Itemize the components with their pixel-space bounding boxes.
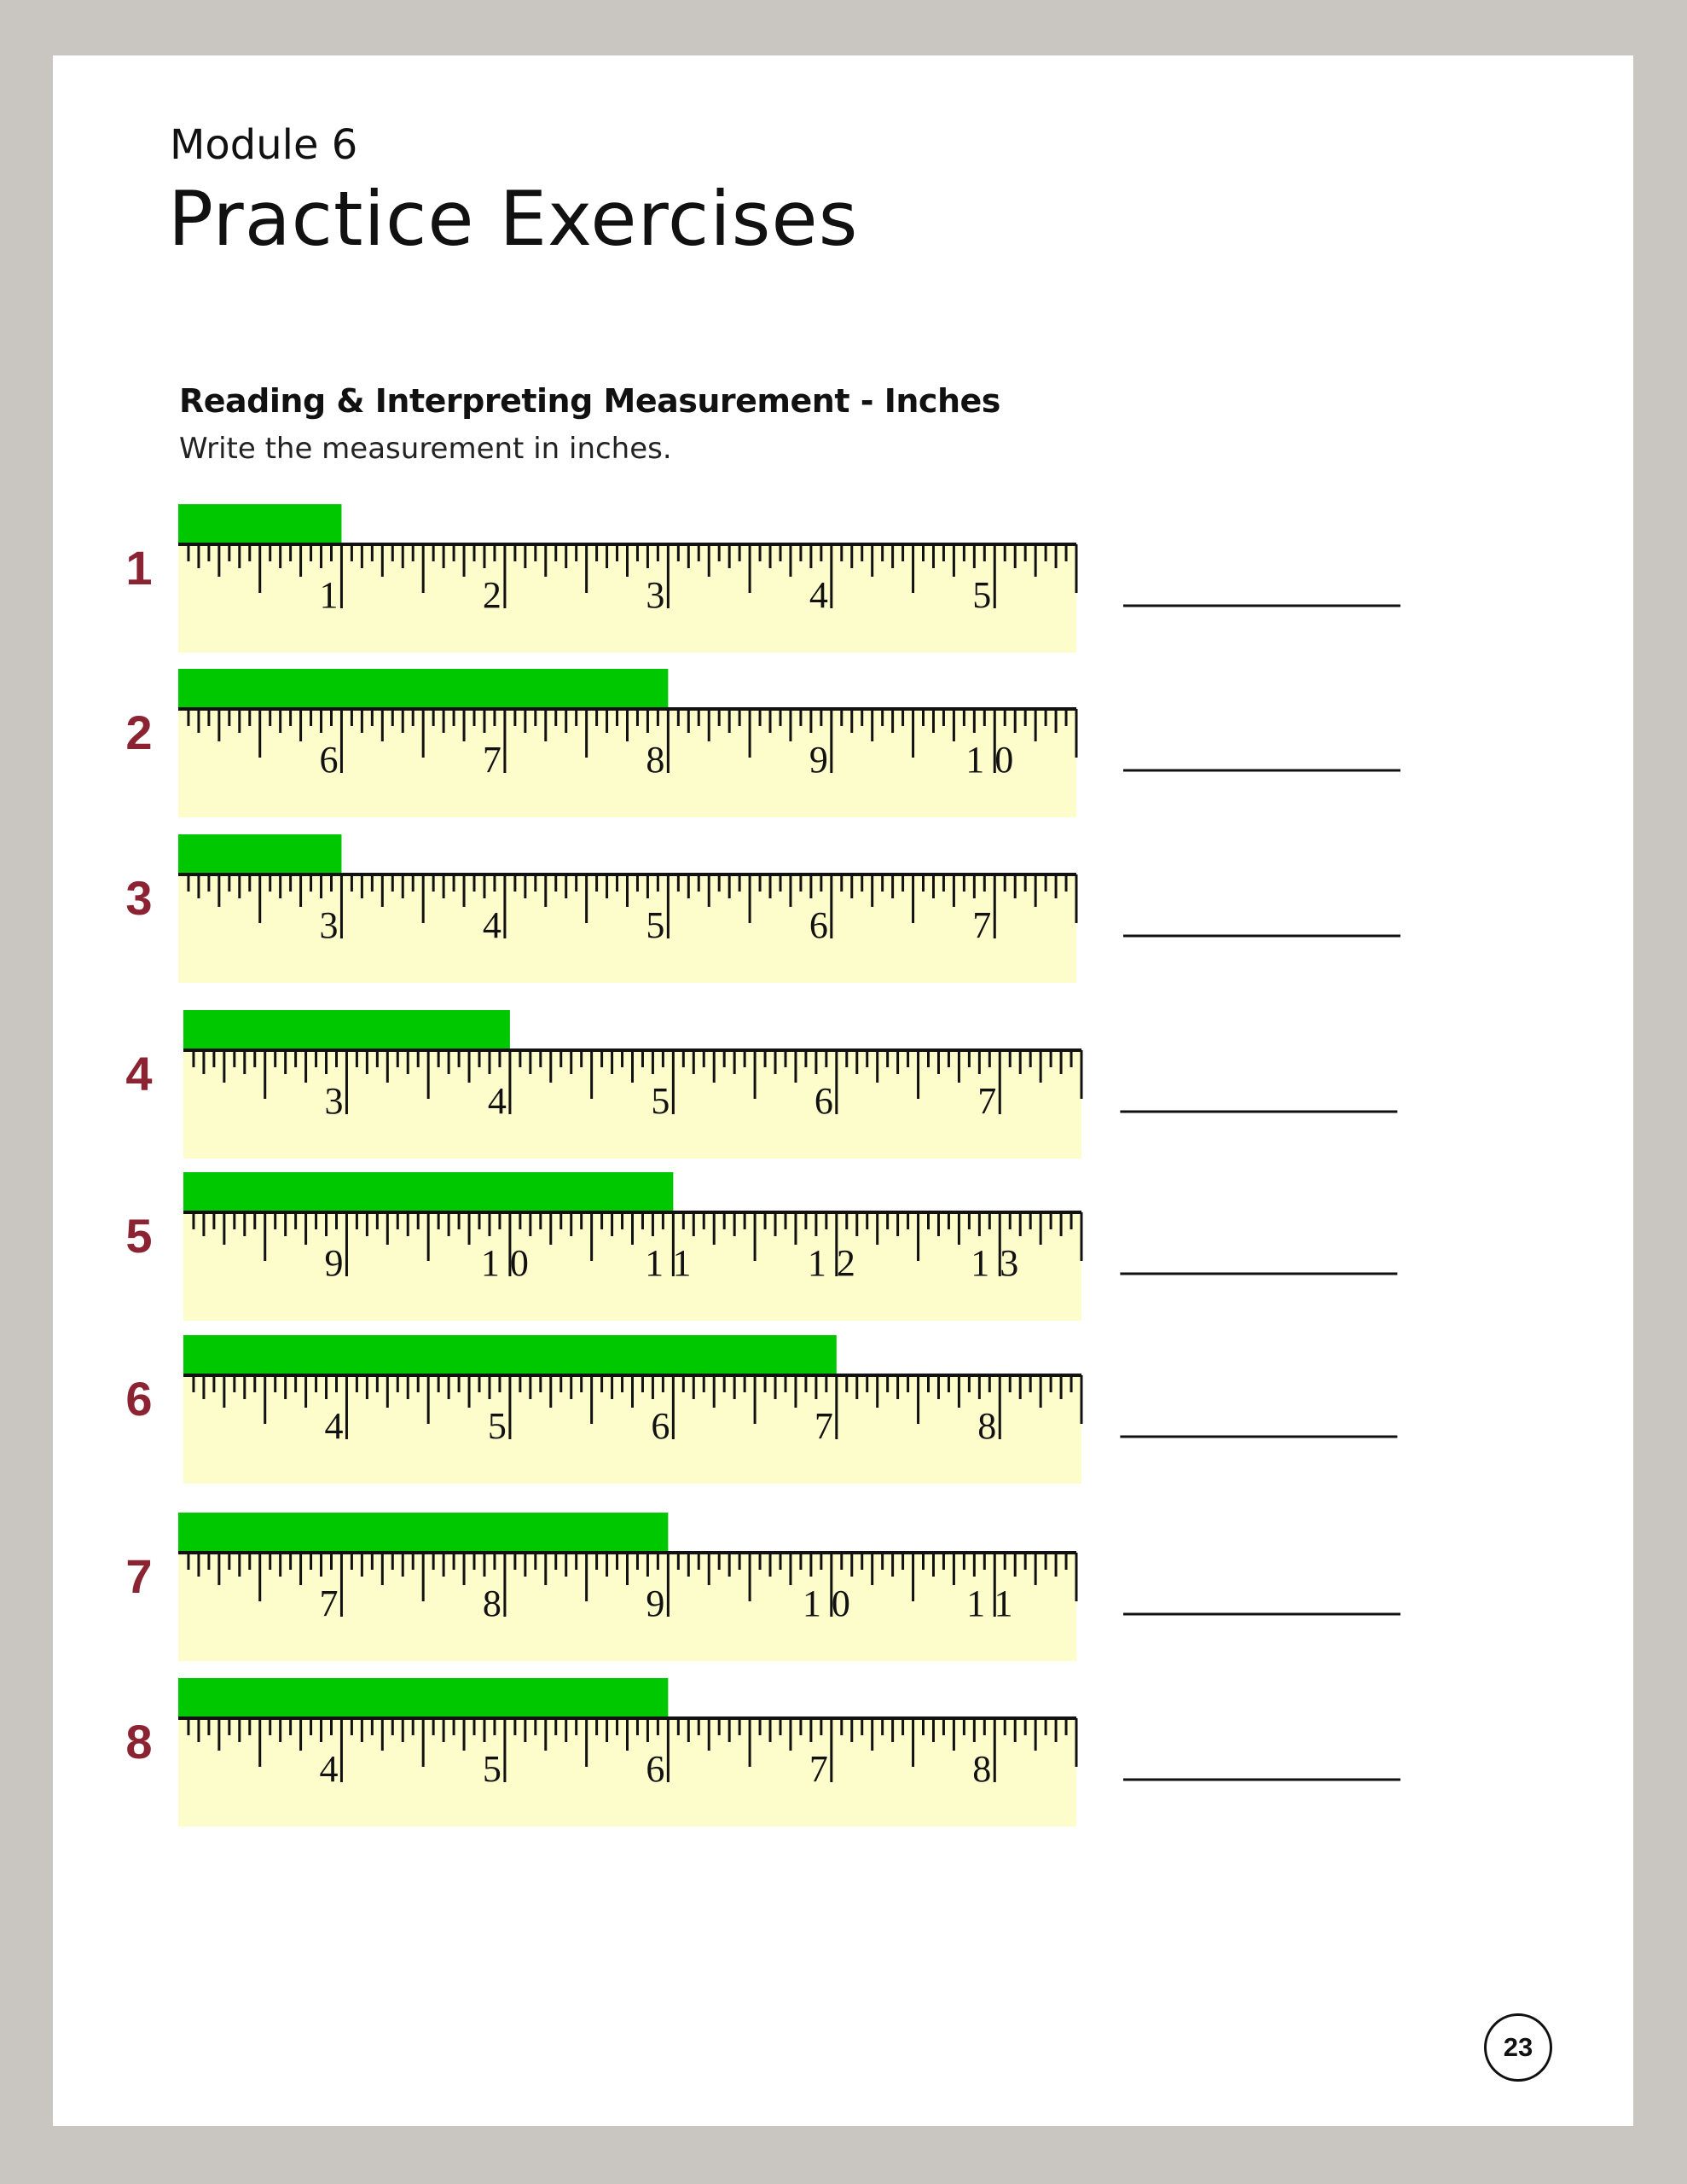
- exercise-5: [125, 1172, 1397, 1321]
- ruler-inch-label: 1: [319, 574, 339, 616]
- ruler-inch-label: 11: [966, 1583, 1023, 1624]
- ruler-inch-label: 11: [645, 1242, 702, 1284]
- ruler-inch-label: 4: [324, 1405, 344, 1447]
- ruler-inch-label: 7: [814, 1405, 833, 1447]
- exercise-number: 6: [125, 1372, 153, 1426]
- ruler-inch-label: 12: [807, 1242, 866, 1284]
- ruler-inch-label: 2: [482, 574, 501, 616]
- measured-bar: [183, 1172, 673, 1212]
- ruler-inch-label: 3: [319, 904, 339, 946]
- ruler-inch-label: 7: [972, 904, 992, 946]
- exercise-number: 1: [125, 541, 153, 595]
- page-title: Practice Exercises: [168, 175, 859, 263]
- exercise-number: 3: [125, 871, 153, 925]
- exercise-number: 4: [125, 1047, 153, 1101]
- ruler-inch-label: 4: [809, 574, 828, 616]
- measured-bar: [178, 834, 341, 874]
- ruler-inch-label: 3: [324, 1080, 344, 1122]
- ruler-inch-label: 9: [324, 1242, 344, 1284]
- ruler-inch-label: 8: [646, 739, 665, 781]
- ruler-inch-label: 7: [809, 1748, 828, 1790]
- ruler-inch-label: 5: [651, 1080, 670, 1122]
- ruler-inch-label: 6: [809, 904, 828, 946]
- ruler-inch-label: 6: [651, 1405, 670, 1447]
- ruler-inch-label: 9: [646, 1583, 665, 1624]
- ruler-inch-label: 10: [802, 1583, 861, 1624]
- ruler-inch-label: 4: [487, 1080, 507, 1122]
- section-instruction: Write the measurement in inches.: [179, 432, 672, 466]
- exercise-1: [125, 504, 1400, 653]
- measured-bar: [178, 504, 341, 544]
- exercise-6: [125, 1335, 1397, 1484]
- measured-bar: [178, 1513, 668, 1553]
- ruler-inch-label: 8: [977, 1405, 997, 1447]
- exercise-7: [125, 1513, 1400, 1661]
- ruler-inch-label: 4: [319, 1748, 339, 1790]
- exercise-3: [125, 834, 1400, 983]
- ruler-inch-label: 8: [972, 1748, 992, 1790]
- ruler-inch-label: 13: [971, 1242, 1029, 1284]
- ruler-inch-label: 7: [319, 1583, 339, 1624]
- section-heading: Reading & Interpreting Measurement - Inches: [179, 382, 1000, 420]
- ruler-inch-label: 10: [965, 739, 1024, 781]
- measured-bar: [183, 1010, 510, 1050]
- ruler-inch-label: 5: [972, 574, 992, 616]
- measured-bar: [178, 1678, 668, 1718]
- exercise-number: 8: [125, 1715, 153, 1769]
- exercise-8: [125, 1678, 1400, 1827]
- ruler-inch-label: 6: [814, 1080, 833, 1122]
- ruler-inch-label: 4: [482, 904, 501, 946]
- ruler-inch-label: 6: [646, 1748, 665, 1790]
- ruler-inch-label: 9: [809, 739, 828, 781]
- page-number: 23: [1484, 2013, 1552, 2082]
- ruler-inch-label: 5: [646, 904, 665, 946]
- ruler-inch-label: 7: [977, 1080, 997, 1122]
- exercise-number: 7: [125, 1549, 153, 1603]
- measured-bar: [183, 1335, 837, 1375]
- measured-bar: [178, 669, 668, 709]
- exercise-4: [125, 1010, 1397, 1159]
- ruler-inch-label: 5: [482, 1748, 501, 1790]
- module-label: Module 6: [170, 121, 358, 169]
- ruler-inch-label: 6: [319, 739, 339, 781]
- ruler-inch-label: 8: [482, 1583, 501, 1624]
- exercise-number: 5: [125, 1209, 153, 1263]
- exercise-2: [125, 669, 1400, 817]
- exercise-number: 2: [125, 706, 153, 759]
- ruler-inch-label: 3: [646, 574, 665, 616]
- ruler-inch-label: 10: [480, 1242, 539, 1284]
- ruler-inch-label: 5: [487, 1405, 507, 1447]
- ruler-inch-label: 7: [482, 739, 501, 781]
